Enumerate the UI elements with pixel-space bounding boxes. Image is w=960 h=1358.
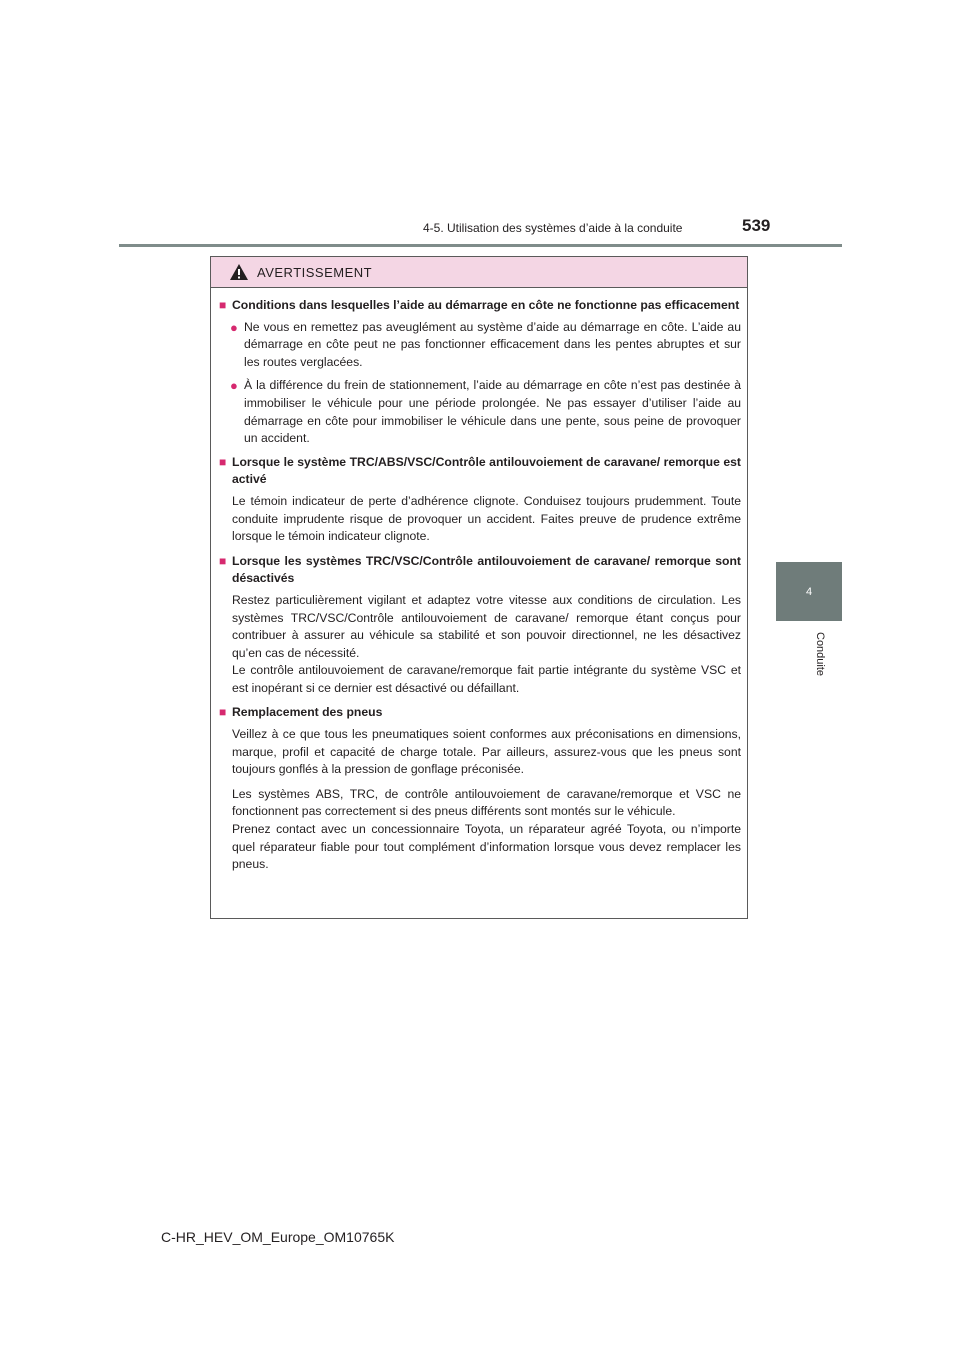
paragraph: Le témoin indicateur de perte d’adhérence clignote. Conduisez toujours prudemment. Toute conduite imprudente risque de provoquer un accident. Faites preuve de prudence extrême lorsque le témoin indicateur clignote. (232, 493, 741, 544)
circle-bullet-icon: ● (230, 319, 238, 335)
warning-item (219, 704, 741, 873)
warning-item-heading (219, 454, 741, 489)
warning-item-body (219, 592, 741, 698)
warning-triangle-icon (229, 263, 249, 281)
warning-header (211, 257, 747, 288)
footer-document-id: C-HR_HEV_OM_Europe_OM10765K (161, 1229, 395, 1245)
header-rule (119, 244, 842, 247)
square-bullet-icon: ■ (219, 553, 227, 568)
warning-title: AVERTISSEMENT (257, 264, 373, 280)
warning-item-body (219, 319, 741, 448)
warning-item (219, 297, 741, 448)
warning-item-heading (219, 553, 741, 588)
paragraph: Restez particulièrement vigilant et adaptez votre vitesse aux conditions de circulation. Les systèmes TRC/VSC/Contrôle antilouvoiement de caravane/ remorque étant conçus pour contribuer à assurer au véhicule sa stabilité et son pouvoir directionnel, ne les désactivez qu’en cas de nécessité. (232, 592, 741, 660)
paragraph: Les systèmes ABS, TRC, de contrôle antilouvoiement de caravane/remorque et VSC ne fonctionnent pas correctement si des pneus différents sont montés sur le véhicule. (232, 786, 741, 819)
chapter-tab-label: Conduite (814, 632, 826, 677)
item-heading-text: Conditions dans lesquelles l’aide au démarrage en côte ne fonctionne pas efficacement (232, 298, 740, 312)
bullet-item (230, 319, 741, 372)
paragraph: Veillez à ce que tous les pneumatiques soient conformes aux préconisations en dimensions, marque, profil et capacité de charge totale. Par ailleurs, assurez-vous que les pneus sont toujours gonflés à la pression de gonflage préconisée. (232, 727, 741, 777)
chapter-tab-number: 4 (805, 585, 813, 598)
item-heading-text: Lorsque le système TRC/ABS/VSC/Contrôle antilouvoiement de caravane/ remorque est activé (232, 454, 741, 487)
item-heading-text: Remplacement des pneus (232, 705, 383, 720)
bullet-text: À la différence du frein de stationnement, l’aide au démarrage en côte n’est pas destinée à immobiliser le véhicule pour une période prolongée. Ne pas essayer d’utiliser l’aide au démarrage en côte pour immobiliser le véhicule dans une pente, sous peine de provoquer un accident. (244, 378, 741, 446)
item-heading-text: Lorsque les systèmes TRC/VSC/Contrôle antilouvoiement de caravane/ remorque sont désactivés (232, 553, 741, 586)
warning-item-heading (219, 297, 741, 315)
page-number: 539 (742, 216, 771, 235)
warning-item-heading (219, 704, 741, 722)
bullet-item (230, 377, 741, 447)
warning-body (211, 288, 747, 874)
square-bullet-icon: ■ (219, 454, 227, 469)
paragraph: Prenez contact avec un concessionnaire Toyota, un réparateur agréé Toyota, ou n’importe quel réparateur fiable pour tout complément d’information lorsque vous devez remplacer les pneus. (232, 822, 741, 872)
warning-item (219, 454, 741, 546)
header-section-title: 4-5. Utilisation des systèmes d’aide à la conduite (423, 221, 683, 235)
bullet-text: Ne vous en remettez pas aveuglément au système d’aide au démarrage en côte. L’aide au démarrage en côte peut ne pas fonctionner efficacement dans les pentes abruptes et sur les routes verglacées. (244, 319, 741, 369)
square-bullet-icon: ■ (219, 705, 227, 720)
chapter-tab (776, 562, 842, 621)
warning-item (219, 553, 741, 698)
warning-box (210, 256, 748, 919)
warning-item-body (219, 726, 741, 874)
square-bullet-icon: ■ (219, 298, 227, 312)
warning-item-body (219, 493, 741, 546)
paragraph: Le contrôle antilouvoiement de caravane/remorque fait partie intégrante du système VSC et est inopérant si ce dernier est désactivé ou défaillant. (232, 663, 741, 695)
circle-bullet-icon: ● (230, 378, 238, 394)
